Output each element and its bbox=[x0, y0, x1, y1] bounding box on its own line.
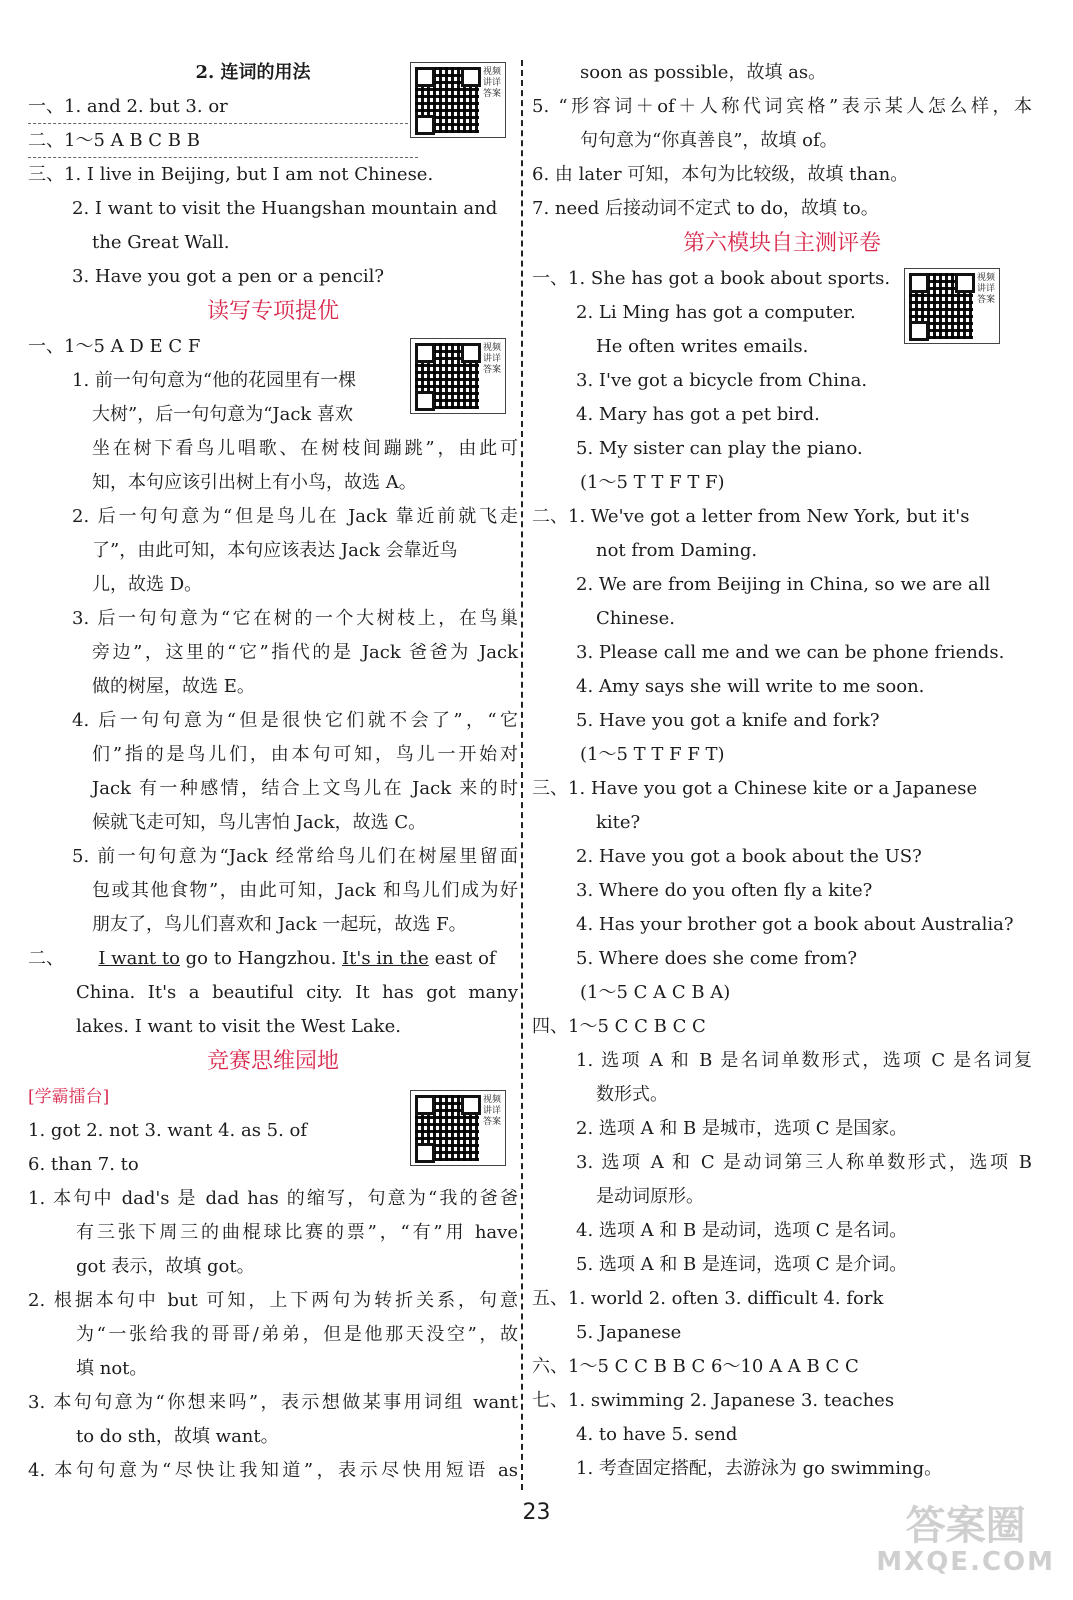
answer-line: 一、1. and 2. but 3. or bbox=[28, 90, 518, 124]
qr-label: 视频讲详答案 bbox=[482, 1095, 501, 1127]
answer-line: (1～5 T T F T F) bbox=[580, 472, 725, 493]
qr-code-3[interactable] bbox=[410, 1090, 506, 1166]
answer-line: 1. 前一句句意为“他的花园里有一棵 bbox=[72, 370, 357, 391]
answer-line: 5. Japanese bbox=[576, 1322, 682, 1343]
answer-text: go to Hangzhou. bbox=[179, 948, 343, 969]
answer-line: 儿，故选 D。 bbox=[92, 574, 203, 595]
answer-line: 三、1. I live in Beijing, but I am not Chinese. bbox=[28, 164, 434, 185]
answer-line: 4. Amy says she will write to me soon. bbox=[576, 676, 925, 697]
answer-line: 候就飞走可知，鸟儿害怕 Jack，故选 C。 bbox=[92, 812, 427, 833]
answer-line: 6. than 7. to bbox=[28, 1154, 139, 1175]
answer-line: 4. 后一句句意为“但是很快它们就不会了”，“它 bbox=[72, 710, 518, 731]
answer-line: the Great Wall. bbox=[92, 232, 230, 253]
answer-line: 旁边”，这里的“它”指代的是 Jack 爸爸为 Jack bbox=[92, 642, 518, 663]
section-heading: 读写专项提优 bbox=[206, 299, 339, 324]
answer-line: kite? bbox=[596, 812, 641, 833]
answer-line: 1. 选项 A 和 B 是名词单数形式，选项 C 是名词复 bbox=[576, 1050, 1032, 1071]
answer-line: 坐在树下看鸟儿唱歌、在树枝间蹦跳”，由此可 bbox=[92, 438, 518, 459]
watermark-title: 答案圈 bbox=[905, 1503, 1026, 1549]
answer-line: 3. 后一句句意为“它在树的一个大树枝上，在鸟巢 bbox=[72, 608, 518, 629]
answer-text: 二、 bbox=[28, 948, 99, 969]
answer-line: 一、1. She has got a book about sports. bbox=[532, 268, 891, 289]
answer-line: 2. We are from Beijing in China, so we are all bbox=[576, 574, 991, 595]
answer-line: 1. got 2. not 3. want 4. as 5. of bbox=[28, 1120, 308, 1141]
answer-line: 1. 本句中 dad's 是 dad has 的缩写，句意为“我的爸爸 bbox=[28, 1188, 518, 1209]
answer-line: 四、1～5 C C B C C bbox=[532, 1016, 706, 1037]
answer-line: 了”，由此可知，本句应该表达 Jack 会靠近鸟 bbox=[92, 540, 458, 561]
answer-line: 七、1. swimming 2. Japanese 3. teaches bbox=[532, 1390, 895, 1411]
answer-line: 3. 本句句意为“你想来吗”，表示想做某事用词组 want bbox=[28, 1392, 518, 1413]
answer-line: 6. 由 later 可知，本句为比较级，故填 than。 bbox=[532, 164, 909, 185]
answer-line: 5. Have you got a knife and fork? bbox=[576, 710, 880, 731]
answer-line: to do sth，故填 want。 bbox=[76, 1426, 279, 1447]
answer-line: 4. Has your brother got a book about Australia? bbox=[576, 914, 1014, 935]
answer-line: 填 not。 bbox=[76, 1358, 148, 1379]
answer-line: 5. Where does she come from? bbox=[576, 948, 857, 969]
answer-line: 六、1～5 C C B B C 6～10 A A B C C bbox=[532, 1356, 859, 1377]
section-tag-label: [学霸擂台] bbox=[28, 1087, 110, 1107]
watermark-url: MXQE.COM bbox=[876, 1547, 1055, 1577]
column-divider bbox=[521, 60, 523, 1490]
answer-line: 为“一张给我的哥哥/弟弟，但是他那天没空”，故 bbox=[76, 1324, 518, 1345]
answer-line: Chinese. bbox=[596, 608, 675, 629]
answer-line: 2. 后一句句意为“但是鸟儿在 Jack 靠近前就飞走 bbox=[72, 506, 518, 527]
answer-line: 2. Li Ming has got a computer. bbox=[576, 302, 856, 323]
qr-code-2[interactable] bbox=[410, 338, 506, 414]
left-column bbox=[28, 56, 518, 1488]
answer-line: 知，本句应该引出树上有小鸟，故选 A。 bbox=[92, 472, 417, 493]
answer-line: 是动词原形。 bbox=[596, 1186, 704, 1207]
subsection-heading: 2. 连词的用法 bbox=[195, 62, 311, 83]
answer-line: (1～5 C A C B A) bbox=[580, 982, 731, 1003]
qr-code-4[interactable] bbox=[904, 268, 1000, 344]
answer-line: 3. Where do you often fly a kite? bbox=[576, 880, 873, 901]
answer-line: 2. I want to visit the Huangshan mountain and bbox=[72, 198, 498, 219]
answer-line: 7. need 后接动词不定式 to do，故填 to。 bbox=[532, 198, 879, 219]
answer-line: 有三张下周三的曲棍球比赛的票”，“有”用 have bbox=[76, 1222, 518, 1243]
answer-line: 们”指的是鸟儿们，由本句可知，鸟儿一开始对 bbox=[92, 744, 518, 765]
answer-line: China. It's a beautiful city. It has got many bbox=[76, 982, 518, 1003]
answer-line: 5. My sister can play the piano. bbox=[576, 438, 863, 459]
answer-line: (1～5 T T F F T) bbox=[580, 744, 725, 765]
answer-line: soon as possible，故填 as。 bbox=[580, 62, 827, 83]
answer-line: 2. 根据本句中 but 可知，上下两句为转折关系，句意 bbox=[28, 1290, 518, 1311]
answer-line: He often writes emails. bbox=[596, 336, 809, 357]
answer-line: Jack 有一种感情，结合上文鸟儿在 Jack 来的时 bbox=[92, 778, 518, 799]
answer-line: 5. 前一句句意为“Jack 经常给鸟儿们在树屋里留面 bbox=[72, 846, 518, 867]
answer-line: 2. 选项 A 和 B 是城市，选项 C 是国家。 bbox=[576, 1118, 908, 1139]
answer-line: 二、1～5 A B C B B bbox=[28, 124, 518, 158]
answer-line: 做的树屋，故选 E。 bbox=[92, 676, 255, 697]
answer-line: 3. I've got a bicycle from China. bbox=[576, 370, 868, 391]
answer-line: 一、1～5 A D E C F bbox=[28, 336, 201, 357]
answer-line: 五、1. world 2. often 3. difficult 4. fork bbox=[532, 1288, 884, 1309]
answer-line: 4. 选项 A 和 B 是动词，选项 C 是名词。 bbox=[576, 1220, 908, 1241]
answer-text: east of bbox=[428, 948, 496, 969]
answer-line: not from Daming. bbox=[596, 540, 758, 561]
watermark-logo bbox=[876, 1505, 1055, 1577]
section-heading: 第六模块自主测评卷 bbox=[682, 231, 881, 256]
answer-line: 4. 本句句意为“尽快让我知道”，表示尽快用短语 as bbox=[28, 1460, 518, 1481]
answer-line: 三、1. Have you got a Chinese kite or a Japanese bbox=[532, 778, 978, 799]
qr-label: 视频讲详答案 bbox=[482, 343, 501, 375]
answer-line: 二、1. We've got a letter from New York, but it's bbox=[532, 506, 970, 527]
answer-line: 2. Have you got a book about the US? bbox=[576, 846, 922, 867]
answer-line: 3. Please call me and we can be phone friends. bbox=[576, 642, 1005, 663]
qr-code-1[interactable] bbox=[410, 62, 506, 138]
answer-line: 包或其他食物”，由此可知，Jack 和鸟儿们成为好 bbox=[92, 880, 518, 901]
answer-line: 1. 考查固定搭配，去游泳为 go swimming。 bbox=[576, 1458, 943, 1479]
answer-line: 3. Have you got a pen or a pencil? bbox=[72, 266, 385, 287]
answer-blank: It's in the bbox=[342, 948, 429, 969]
section-heading: 竞赛思维园地 bbox=[206, 1049, 339, 1074]
answer-line: 句句意为“你真善良”，故填 of。 bbox=[580, 130, 838, 151]
qr-label: 视频讲详答案 bbox=[482, 67, 501, 99]
answer-blank: I want to bbox=[98, 948, 180, 969]
qr-label: 视频讲详答案 bbox=[976, 273, 995, 305]
answer-line: 3. 选项 A 和 C 是动词第三人称单数形式，选项 B bbox=[576, 1152, 1032, 1173]
answer-line bbox=[28, 942, 518, 976]
answer-line: 5. 选项 A 和 B 是连词，选项 C 是介词。 bbox=[576, 1254, 908, 1275]
answer-line: 4. to have 5. send bbox=[576, 1424, 738, 1445]
answer-line: 4. Mary has got a pet bird. bbox=[576, 404, 820, 425]
answer-line: 5. “形容词＋of＋人称代词宾格”表示某人怎么样，本 bbox=[532, 96, 1032, 117]
answer-line: 大树”，后一句句意为“Jack 喜欢 bbox=[92, 404, 354, 425]
answer-line: 数形式。 bbox=[596, 1084, 668, 1105]
answer-line: 朋友了，鸟儿们喜欢和 Jack 一起玩，故选 F。 bbox=[92, 914, 467, 935]
answer-line: got 表示，故填 got。 bbox=[76, 1256, 255, 1277]
answer-line: lakes. I want to visit the West Lake. bbox=[76, 1016, 401, 1037]
page-number: 23 bbox=[522, 1500, 551, 1525]
